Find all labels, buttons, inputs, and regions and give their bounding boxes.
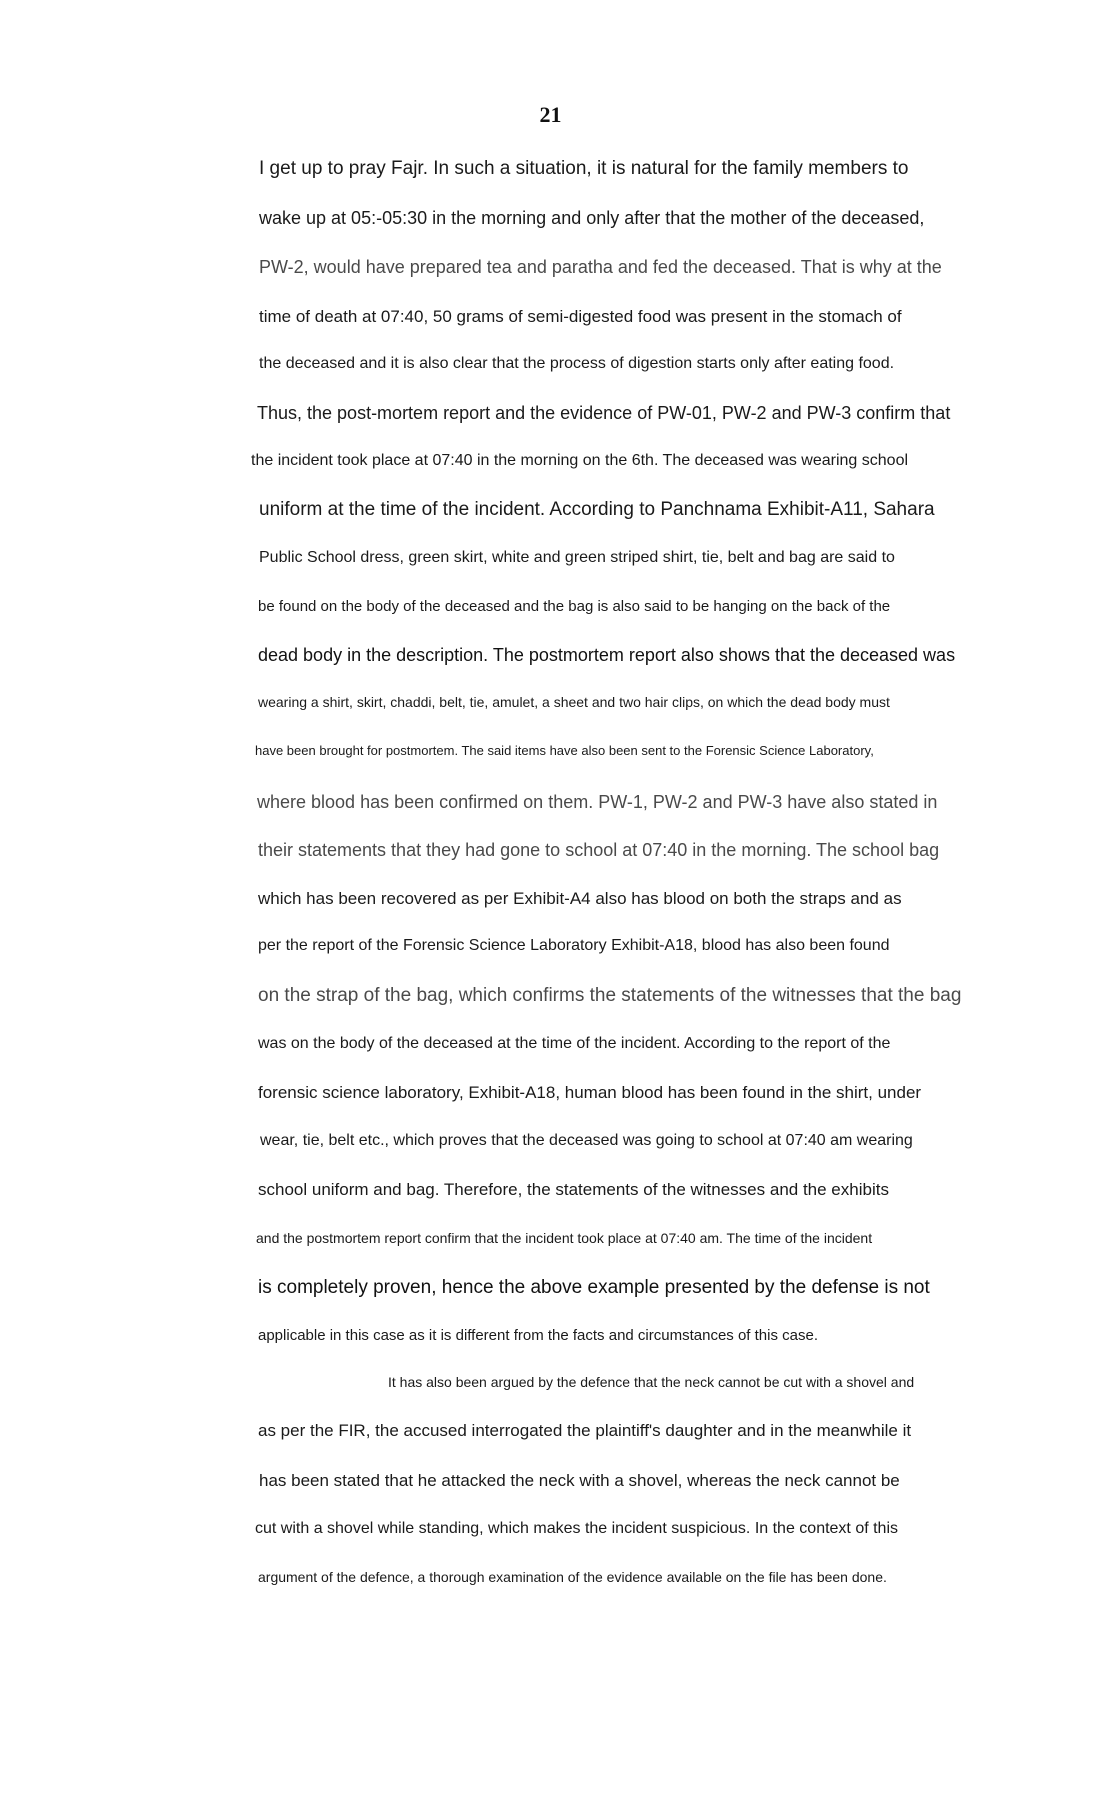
text-line: wear, tie, belt etc., which proves that the deceased was going to school at 07:40 am wearing xyxy=(260,1132,913,1149)
text-line: is completely proven, hence the above example presented by the defense is not xyxy=(258,1277,930,1298)
text-line: have been brought for postmortem. The said items have also been sent to the Forensic Science Laboratory, xyxy=(255,743,874,758)
text-line: Public School dress, green skirt, white and green striped shirt, tie, belt and bag are said to xyxy=(259,549,895,566)
text-line: applicable in this case as it is different from the facts and circumstances of this case. xyxy=(258,1327,818,1344)
text-line: which has been recovered as per Exhibit-A4 also has blood on both the straps and as xyxy=(258,889,902,908)
text-line: I get up to pray Fajr. In such a situation, it is natural for the family members to xyxy=(259,158,909,179)
text-line: the incident took place at 07:40 in the morning on the 6th. The deceased was wearing school xyxy=(251,452,909,469)
text-line: PW-2, would have prepared tea and paratha and fed the deceased. That is why at the xyxy=(259,257,942,277)
text-line: was on the body of the deceased at the time of the incident. According to the report of the xyxy=(258,1035,891,1052)
text-line: has been stated that he attacked the neck with a shovel, whereas the neck cannot be xyxy=(259,1471,900,1490)
text-line: on the strap of the bag, which confirms the statements of the witnesses that the bag xyxy=(258,985,962,1006)
text-line: and the postmortem report confirm that the incident took place at 07:40 am. The time of the incident xyxy=(256,1230,873,1246)
text-line: where blood has been confirmed on them. PW-1, PW-2 and PW-3 have also stated in xyxy=(257,792,938,812)
text-line: time of death at 07:40, 50 grams of semi-digested food was present in the stomach of xyxy=(259,307,902,326)
text-line: school uniform and bag. Therefore, the statements of the witnesses and the exhibits xyxy=(258,1180,889,1199)
text-line: It has also been argued by the defence that the neck cannot be cut with a shovel and xyxy=(388,1374,915,1390)
text-line: be found on the body of the deceased and the bag is also said to be hanging on the back of the xyxy=(258,598,891,615)
text-line: cut with a shovel while standing, which makes the incident suspicious. In the context of this xyxy=(255,1520,899,1537)
text-line: per the report of the Forensic Science Laboratory Exhibit-A18, blood has also been found xyxy=(258,937,890,954)
text-line: wearing a shirt, skirt, chaddi, belt, tie, amulet, a sheet and two hair clips, on which the dead body must xyxy=(258,694,890,710)
page-number: 21 xyxy=(539,102,562,127)
text-line: uniform at the time of the incident. According to Panchnama Exhibit-A11, Sahara xyxy=(259,499,935,520)
text-line: argument of the defence, a thorough examination of the evidence available on the file has been done. xyxy=(258,1569,887,1585)
text-line: wake up at 05:-05:30 in the morning and only after that the mother of the deceased, xyxy=(259,208,925,228)
text-line: Thus, the post-mortem report and the evidence of PW-01, PW-2 and PW-3 confirm that xyxy=(257,403,951,423)
text-line: the deceased and it is also clear that the process of digestion starts only after eating food. xyxy=(259,355,895,372)
text-line: their statements that they had gone to school at 07:40 in the morning. The school bag xyxy=(258,840,940,860)
text-line: dead body in the description. The postmortem report also shows that the deceased was xyxy=(258,645,956,665)
text-line: as per the FIR, the accused interrogated the plaintiff's daughter and in the meanwhile it xyxy=(258,1421,912,1440)
text-line: forensic science laboratory, Exhibit-A18, human blood has been found in the shirt, under xyxy=(258,1083,922,1102)
